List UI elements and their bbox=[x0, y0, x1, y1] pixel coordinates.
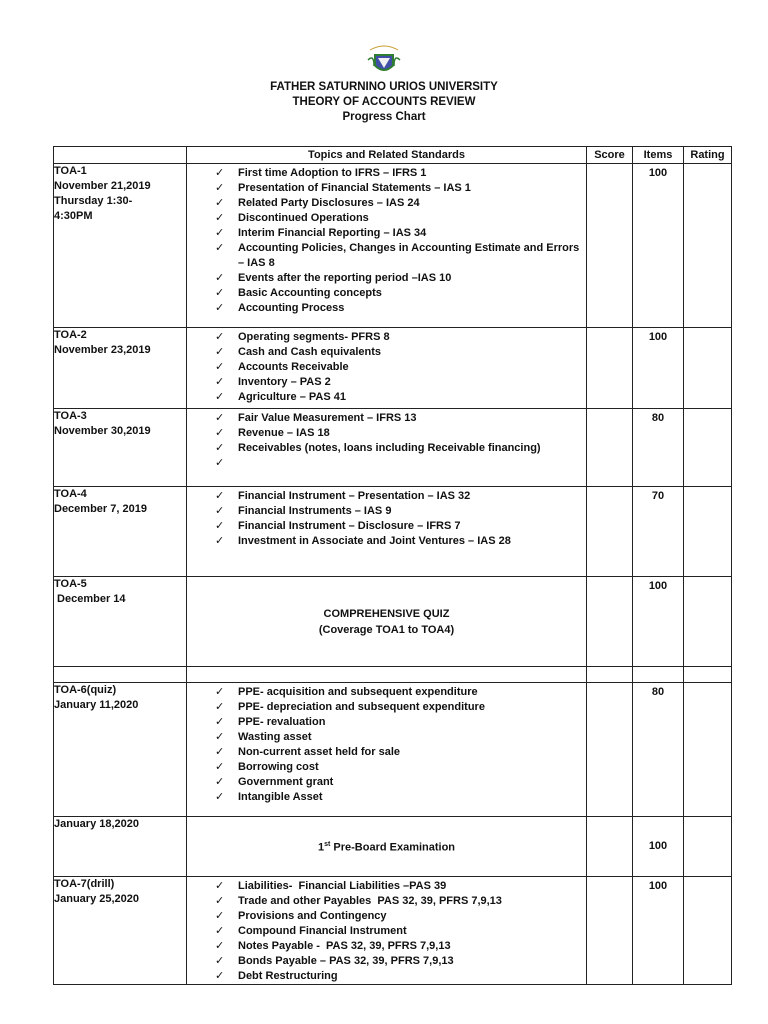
check-icon: ✓ bbox=[215, 182, 225, 194]
exam-ordinal: 1 bbox=[317, 841, 325, 854]
list-item bbox=[215, 181, 586, 196]
session-code: TOA-7(drill) bbox=[54, 878, 115, 890]
check-icon: ✓ bbox=[215, 242, 225, 254]
check-icon: ✓ bbox=[215, 761, 225, 773]
rating-cell bbox=[684, 409, 732, 487]
list-item bbox=[215, 909, 586, 924]
check-icon: ✓ bbox=[215, 272, 225, 284]
items-cell: 100 bbox=[633, 817, 684, 877]
score-cell bbox=[587, 817, 633, 877]
list-item bbox=[215, 775, 586, 790]
items-cell: 80 bbox=[633, 409, 684, 487]
topic-text: Trade and other Payables PAS 32, 39, PFRS 7,9,13 bbox=[238, 895, 502, 907]
items-cell: 70 bbox=[633, 487, 684, 577]
check-icon: ✓ bbox=[215, 791, 225, 803]
check-icon: ✓ bbox=[215, 287, 225, 299]
rating-cell bbox=[684, 877, 732, 985]
column-header-topics: Topics and Related Standards bbox=[187, 147, 587, 164]
list-item bbox=[215, 489, 586, 504]
session-code: TOA-4 bbox=[54, 488, 87, 500]
list-item bbox=[215, 760, 586, 775]
items-cell: 80 bbox=[633, 683, 684, 817]
empty-cell bbox=[633, 667, 684, 683]
check-icon: ✓ bbox=[215, 391, 225, 403]
session-cell bbox=[54, 487, 187, 577]
session-cell bbox=[54, 877, 187, 985]
table-row bbox=[54, 577, 732, 667]
check-icon: ✓ bbox=[215, 520, 225, 532]
topic-text: Financial Instrument – Presentation – IAS 32 bbox=[238, 490, 471, 502]
list-item bbox=[215, 301, 586, 316]
session-date: November 23,2019 bbox=[54, 344, 151, 356]
university-name: FATHER SATURNINO URIOS UNIVERSITY bbox=[270, 81, 498, 93]
check-icon: ✓ bbox=[215, 895, 225, 907]
list-item bbox=[215, 715, 586, 730]
check-icon: ✓ bbox=[215, 302, 225, 314]
check-icon: ✓ bbox=[215, 955, 225, 967]
topic-text: Inventory – PAS 2 bbox=[238, 376, 331, 388]
list-item bbox=[215, 879, 586, 894]
session-time: 4:30PM bbox=[54, 210, 93, 222]
topic-text: Debt Restructuring bbox=[238, 970, 338, 982]
score-cell bbox=[587, 877, 633, 985]
score-cell bbox=[587, 409, 633, 487]
topic-text: Accounting Process bbox=[238, 302, 345, 314]
table-row bbox=[54, 409, 732, 487]
list-item bbox=[215, 456, 586, 471]
score-cell bbox=[587, 487, 633, 577]
session-date: December 14 bbox=[54, 593, 126, 605]
rating-cell bbox=[684, 487, 732, 577]
check-icon: ✓ bbox=[215, 197, 225, 209]
check-icon: ✓ bbox=[215, 457, 225, 469]
chart-title: Progress Chart bbox=[342, 111, 426, 123]
session-cell bbox=[54, 817, 187, 877]
check-icon: ✓ bbox=[215, 227, 225, 239]
check-icon: ✓ bbox=[215, 746, 225, 758]
check-icon: ✓ bbox=[215, 910, 225, 922]
exam-title: Pre-Board Examination bbox=[330, 841, 456, 854]
check-icon: ✓ bbox=[215, 331, 225, 343]
session-cell bbox=[54, 328, 187, 409]
topic-text: Notes Payable - PAS 32, 39, PFRS 7,9,13 bbox=[238, 940, 451, 952]
university-logo bbox=[364, 44, 404, 80]
rating-cell bbox=[684, 577, 732, 667]
topic-text: Discontinued Operations bbox=[238, 212, 369, 224]
list-item bbox=[215, 730, 586, 745]
list-item bbox=[215, 954, 586, 969]
list-item bbox=[215, 939, 586, 954]
topic-text: Agriculture – PAS 41 bbox=[238, 391, 346, 403]
session-cell bbox=[54, 683, 187, 817]
topics-cell bbox=[187, 409, 587, 487]
list-item bbox=[215, 286, 586, 301]
session-code: TOA-3 bbox=[54, 410, 87, 422]
topic-text: Financial Instrument – Disclosure – IFRS 7 bbox=[238, 520, 461, 532]
pre-board-cell bbox=[187, 817, 587, 877]
quiz-coverage: (Coverage TOA1 to TOA4) bbox=[318, 623, 455, 636]
topic-text: Related Party Disclosures – IAS 24 bbox=[238, 197, 420, 209]
topic-text: Investment in Associate and Joint Ventures – IAS 28 bbox=[238, 535, 511, 547]
topic-text: Revenue – IAS 18 bbox=[238, 427, 330, 439]
list-item bbox=[215, 790, 586, 805]
list-item bbox=[215, 196, 586, 211]
topic-text: Fair Value Measurement – IFRS 13 bbox=[238, 412, 417, 424]
check-icon: ✓ bbox=[215, 442, 225, 454]
rating-cell bbox=[684, 817, 732, 877]
check-icon: ✓ bbox=[215, 167, 225, 179]
topic-text: PPE- depreciation and subsequent expenditure bbox=[238, 701, 485, 713]
topic-text: Basic Accounting concepts bbox=[238, 287, 382, 299]
list-item bbox=[215, 519, 586, 534]
list-item bbox=[215, 534, 586, 549]
session-cell bbox=[54, 577, 187, 667]
topic-text: Presentation of Financial Statements – IAS 1 bbox=[238, 182, 471, 194]
empty-cell bbox=[187, 667, 587, 683]
check-icon: ✓ bbox=[215, 361, 225, 373]
list-item bbox=[215, 504, 586, 519]
table-row bbox=[54, 683, 732, 817]
score-cell bbox=[587, 328, 633, 409]
check-icon: ✓ bbox=[215, 535, 225, 547]
topic-text: Borrowing cost bbox=[238, 761, 319, 773]
check-icon: ✓ bbox=[215, 880, 225, 892]
list-item bbox=[215, 375, 586, 390]
list-item bbox=[215, 685, 586, 700]
topic-text: Government grant bbox=[238, 776, 334, 788]
column-header-session bbox=[54, 147, 187, 164]
review-title: THEORY OF ACCOUNTS REVIEW bbox=[292, 96, 476, 108]
exam-ordinal-suffix: st bbox=[324, 841, 331, 849]
topic-text: Accounts Receivable bbox=[238, 361, 349, 373]
rating-cell bbox=[684, 164, 732, 328]
session-date: January 18,2020 bbox=[54, 818, 140, 830]
column-header-rating: Rating bbox=[684, 147, 732, 164]
topic-text: Financial Instruments – IAS 9 bbox=[238, 505, 392, 517]
topic-text: Cash and Cash equivalents bbox=[238, 346, 382, 358]
list-item bbox=[215, 345, 586, 360]
table-row bbox=[54, 817, 732, 877]
session-code: TOA-2 bbox=[54, 329, 87, 341]
topic-text: PPE- acquisition and subsequent expenditure bbox=[238, 686, 478, 698]
list-item bbox=[215, 271, 586, 286]
table-row bbox=[54, 164, 732, 328]
topics-cell bbox=[187, 877, 587, 985]
topic-text: Compound Financial Instrument bbox=[238, 925, 407, 937]
topic-text: First time Adoption to IFRS – IFRS 1 bbox=[238, 167, 427, 179]
check-icon: ✓ bbox=[215, 716, 225, 728]
empty-cell bbox=[587, 667, 633, 683]
check-icon: ✓ bbox=[215, 970, 225, 982]
check-icon: ✓ bbox=[215, 412, 225, 424]
session-date: November 21,2019 bbox=[54, 180, 151, 192]
session-date: January 11,2020 bbox=[54, 699, 139, 711]
list-item bbox=[215, 390, 586, 405]
check-icon: ✓ bbox=[215, 490, 225, 502]
topic-text: Intangible Asset bbox=[238, 791, 323, 803]
topic-text: Wasting asset bbox=[238, 731, 312, 743]
topic-text: Non-current asset held for sale bbox=[238, 746, 400, 758]
session-date: November 30,2019 bbox=[54, 425, 151, 437]
session-date: December 7, 2019 bbox=[54, 503, 147, 515]
list-item bbox=[215, 166, 586, 181]
topic-text: Operating segments- PFRS 8 bbox=[238, 331, 390, 343]
topic-text: Bonds Payable – PAS 32, 39, PFRS 7,9,13 bbox=[238, 955, 454, 967]
quiz-title: COMPREHENSIVE QUIZ bbox=[323, 607, 450, 620]
check-icon: ✓ bbox=[215, 925, 225, 937]
check-icon: ✓ bbox=[215, 427, 225, 439]
table-row bbox=[54, 667, 732, 683]
session-code: TOA-5 bbox=[54, 578, 87, 590]
list-item bbox=[215, 360, 586, 375]
topic-text: Accounting Policies, Changes in Accounting Estimate and Errors – IAS 8 bbox=[238, 242, 580, 269]
topics-cell bbox=[187, 164, 587, 328]
items-cell: 100 bbox=[633, 328, 684, 409]
table-header-row bbox=[54, 147, 732, 164]
session-code: TOA-1 bbox=[54, 165, 87, 177]
table-row bbox=[54, 328, 732, 409]
topic-text: Liabilities- Financial Liabilities –PAS 39 bbox=[238, 880, 447, 892]
list-item bbox=[215, 924, 586, 939]
topic-text: Provisions and Contingency bbox=[238, 910, 387, 922]
column-header-score: Score bbox=[587, 147, 633, 164]
topic-text: Events after the reporting period –IAS 10 bbox=[238, 272, 452, 284]
topic-text: PPE- revaluation bbox=[238, 716, 326, 728]
topics-cell bbox=[187, 683, 587, 817]
topic-text: Receivables (notes, loans including Receivable financing) bbox=[238, 442, 541, 454]
topic-text: Interim Financial Reporting – IAS 34 bbox=[238, 227, 427, 239]
check-icon: ✓ bbox=[215, 776, 225, 788]
column-header-items: Items bbox=[633, 147, 684, 164]
session-cell bbox=[54, 409, 187, 487]
list-item bbox=[215, 226, 586, 241]
items-cell: 100 bbox=[633, 577, 684, 667]
empty-cell bbox=[54, 667, 187, 683]
check-icon: ✓ bbox=[215, 940, 225, 952]
topics-cell bbox=[187, 328, 587, 409]
check-icon: ✓ bbox=[215, 376, 225, 388]
list-item bbox=[215, 969, 586, 984]
list-item bbox=[215, 211, 586, 226]
list-item bbox=[215, 426, 586, 441]
topics-cell bbox=[187, 487, 587, 577]
list-item bbox=[215, 411, 586, 426]
list-item bbox=[215, 894, 586, 909]
check-icon: ✓ bbox=[215, 505, 225, 517]
session-code: TOA-6(quiz) bbox=[54, 684, 117, 696]
comprehensive-quiz-cell bbox=[187, 577, 587, 667]
list-item bbox=[215, 241, 586, 271]
rating-cell bbox=[684, 683, 732, 817]
session-date: January 25,2020 bbox=[54, 893, 140, 905]
list-item bbox=[215, 441, 586, 456]
items-cell: 100 bbox=[633, 164, 684, 328]
table-row bbox=[54, 877, 732, 985]
items-cell: 100 bbox=[633, 877, 684, 985]
check-icon: ✓ bbox=[215, 686, 225, 698]
list-item bbox=[215, 330, 586, 345]
check-icon: ✓ bbox=[215, 212, 225, 224]
session-cell bbox=[54, 164, 187, 328]
rating-cell bbox=[684, 328, 732, 409]
score-cell bbox=[587, 683, 633, 817]
score-cell bbox=[587, 164, 633, 328]
table-row bbox=[54, 487, 732, 577]
check-icon: ✓ bbox=[215, 701, 225, 713]
check-icon: ✓ bbox=[215, 346, 225, 358]
progress-chart-table bbox=[53, 146, 732, 985]
list-item bbox=[215, 745, 586, 760]
check-icon: ✓ bbox=[215, 731, 225, 743]
empty-cell bbox=[684, 667, 732, 683]
list-item bbox=[215, 700, 586, 715]
session-time: Thursday 1:30- bbox=[54, 195, 133, 207]
document-header bbox=[0, 80, 768, 125]
score-cell bbox=[587, 577, 633, 667]
